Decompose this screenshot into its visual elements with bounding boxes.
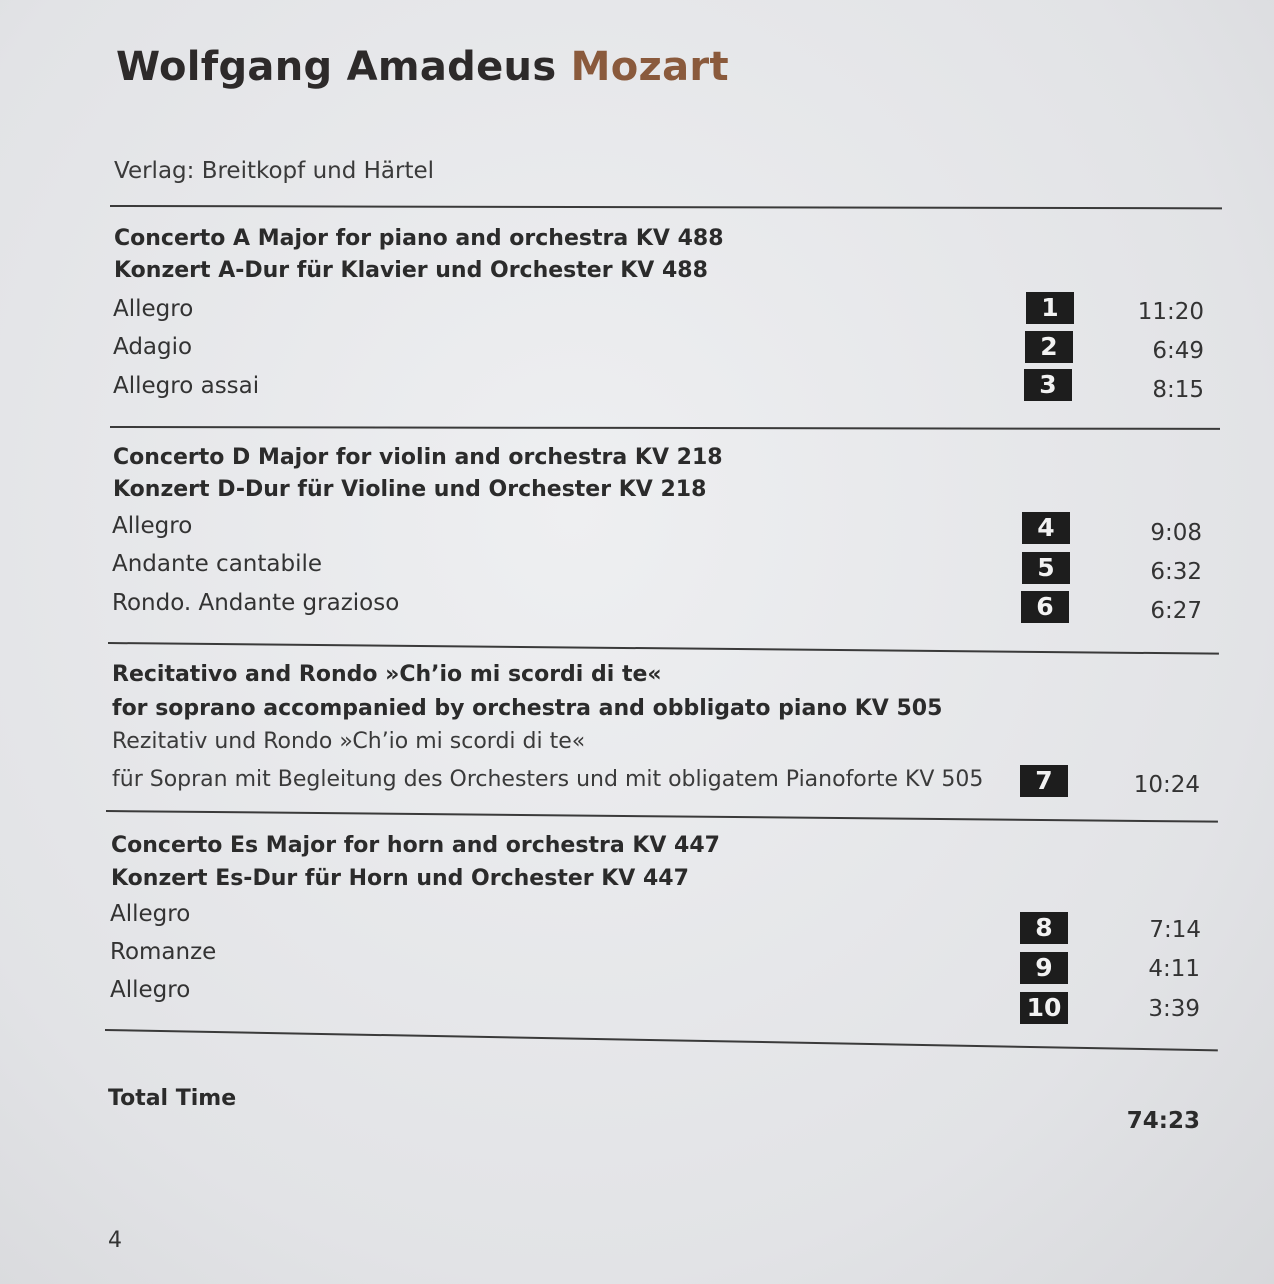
work-title-de: Konzert Es-Dur für Horn und Orchester KV 447 bbox=[111, 866, 689, 891]
track-number-badge: 10 bbox=[1020, 992, 1068, 1024]
divider bbox=[105, 1029, 1218, 1051]
track-number-badge: 8 bbox=[1020, 912, 1068, 944]
movement-name: Allegro assai bbox=[113, 373, 260, 399]
page-number: 4 bbox=[108, 1228, 122, 1253]
publisher-line: Verlag: Breitkopf und Härtel bbox=[114, 158, 435, 184]
track-number-badge: 6 bbox=[1021, 591, 1069, 623]
composer-first-names: Wolfgang Amadeus bbox=[116, 44, 571, 90]
work-title-de: Konzert A-Dur für Klavier und Orchester KV 488 bbox=[114, 258, 708, 283]
total-time-label: Total Time bbox=[108, 1086, 237, 1111]
divider bbox=[108, 642, 1219, 655]
work-title-de: Rezitativ und Rondo »Ch’io mi scordi di te« bbox=[112, 729, 586, 754]
track-duration: 10:24 bbox=[1133, 772, 1200, 798]
work-title-de-continued: für Sopran mit Begleitung des Orchesters und mit obligatem Pianoforte KV 505 bbox=[112, 767, 984, 792]
track-duration: 6:32 bbox=[1150, 559, 1202, 585]
movement-name: Allegro bbox=[112, 513, 193, 539]
track-duration: 3:39 bbox=[1148, 996, 1200, 1022]
track-duration: 9:08 bbox=[1150, 520, 1202, 546]
track-number-badge: 3 bbox=[1024, 369, 1072, 401]
work-title-en: Concerto D Major for violin and orchestra KV 218 bbox=[113, 445, 723, 470]
page-title bbox=[116, 44, 729, 90]
work-title-en: Concerto A Major for piano and orchestra KV 488 bbox=[114, 226, 724, 251]
total-time-value: 74:23 bbox=[1126, 1108, 1200, 1134]
track-number-badge: 9 bbox=[1020, 952, 1068, 984]
work-title-en: Concerto Es Major for horn and orchestra KV 447 bbox=[111, 833, 720, 858]
movement-name: Allegro bbox=[110, 901, 191, 927]
track-number-badge: 5 bbox=[1022, 552, 1070, 584]
work-title-en: Recitativo and Rondo »Ch’io mi scordi di te« bbox=[112, 662, 662, 687]
movement-name: Adagio bbox=[113, 334, 193, 360]
movement-name: Rondo. Andante grazioso bbox=[112, 590, 400, 616]
track-duration: 11:20 bbox=[1137, 299, 1204, 325]
track-number-badge: 7 bbox=[1020, 765, 1068, 797]
track-number-badge: 4 bbox=[1022, 512, 1070, 544]
track-duration: 6:49 bbox=[1152, 338, 1204, 364]
movement-name: Allegro bbox=[110, 977, 191, 1003]
work-title-de: Konzert D-Dur für Violine und Orchester KV 218 bbox=[113, 477, 707, 502]
movement-name: Allegro bbox=[113, 296, 194, 322]
track-duration: 8:15 bbox=[1152, 377, 1204, 403]
divider bbox=[110, 205, 1222, 209]
track-number-badge: 1 bbox=[1026, 292, 1074, 324]
composer-surname: Mozart bbox=[570, 44, 729, 90]
track-number-badge: 2 bbox=[1025, 331, 1073, 363]
divider bbox=[110, 426, 1220, 430]
movement-name: Romanze bbox=[110, 939, 217, 965]
divider bbox=[106, 810, 1218, 823]
work-title-en-continued: for soprano accompanied by orchestra and obbligato piano KV 505 bbox=[112, 696, 943, 721]
track-duration: 6:27 bbox=[1150, 598, 1202, 624]
track-duration: 7:14 bbox=[1149, 917, 1201, 943]
movement-name: Andante cantabile bbox=[112, 551, 323, 577]
track-duration: 4:11 bbox=[1148, 956, 1200, 982]
